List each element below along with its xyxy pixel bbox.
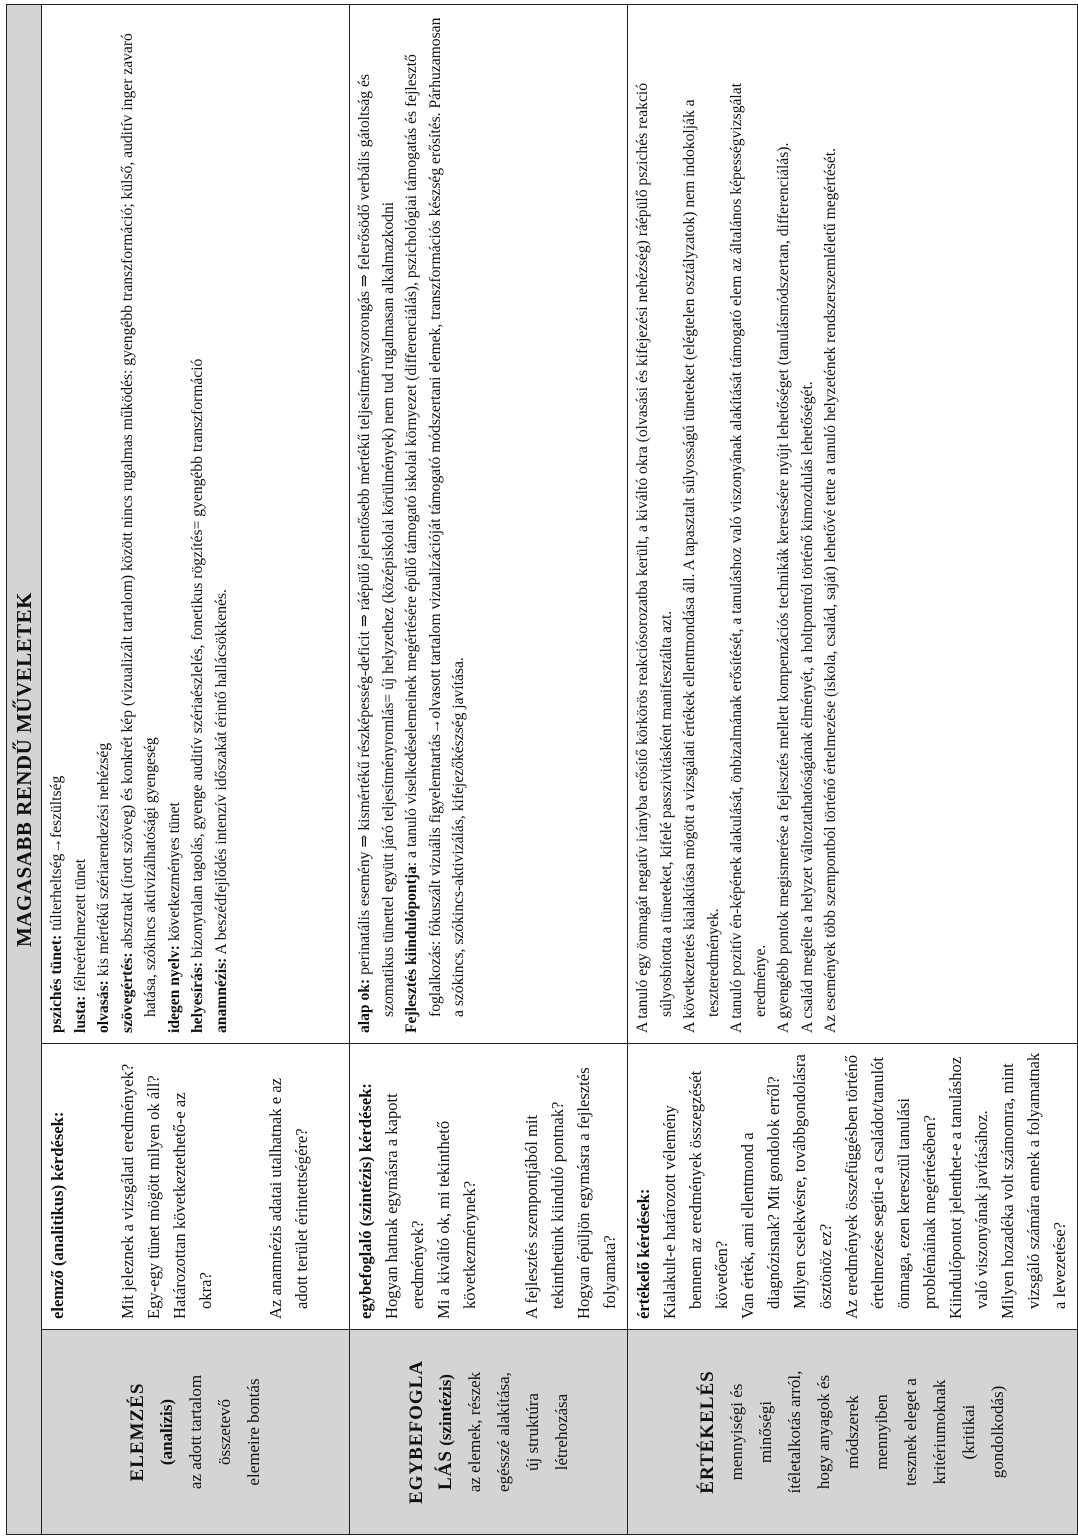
answer-item [400,13,471,1033]
question-item: Milyen hozadéka volt számomra, mint vizsgáló számára ennek a folyamatnak a levezetése? [998,1052,1069,1319]
question-item: Kialakult-e határozott vélemény bennem az eredmények összegzését követően? [660,1070,731,1319]
category-desc-line: az elemek, részek [464,1371,484,1493]
question-item: Kiindulópontot jelenthet-e a tanuláshoz való viszonyának javításához. [946,1056,991,1319]
category-sub: (szintézis) [435,1374,455,1446]
answer-item: A gyengébb pontok megismerése a fejlesztés mellett kompenzációs technikák keresésére nyújt lehetőséget (tanulásmódszertan, differenciálás). [775,142,792,1033]
answer-text: absztrakt (írott szöveg) és konkrét kép (vizualizált tartalom) között nincs rugalmas működés: gyengébb transzformáció; külső, auditív inger zavaró hatása, szókincs aktivizálhatósági gyengeség [118,33,159,1017]
answer-item [163,13,187,1033]
answer-label: szövegértés: [118,952,136,1033]
question-item: Van érték, ami ellentmond a diagnózisnak? Mit gondolok erről? Milyen cselekvésre, továbbgondolásra ösztönöz ez? [738,1054,835,1319]
question-item: Az anamnézis adatai utalhatnak e az adott terület érintettségére? [266,1078,311,1319]
answer-text: bizonytalan tagolás, gyenge auditív szériaészlelés, fonetikus rögzítés= gyengébb transzformáció [189,358,206,962]
answer-text: túlterheltség→feszültség [48,775,65,935]
category-desc-line: új struktúra [522,1393,542,1471]
category-desc-line: létrehozása [551,1393,571,1471]
category-desc-line: összetevő [215,1398,234,1466]
question-item: Az eredmények összefüggésben történő értelmezése segíti-e a családot/tanulót önmaga, ezen keresztül tanulási problémáinak megértésében? [842,1054,939,1319]
answer-label: anamnézis: [212,957,230,1033]
category-desc-line: kritériumoknak [930,1379,949,1485]
answer-item [69,13,93,1033]
answer-label: Fejlesztés kiindulópontja [403,866,420,1033]
answers-cell [628,4,1078,1043]
category-desc-line: minőségi [756,1400,775,1464]
answer-item [92,13,116,1033]
question-item: A fejlesztés szempontjából mit tekinthetünk kiinduló pontnak? [522,1101,567,1319]
answer-text: félreértelmezett tünet [71,858,89,996]
questions-title: egybefoglaló (szintézis) kérdések: [356,1083,375,1319]
table-row [42,4,350,1534]
category-desc-line: tesznek eleget a [901,1378,920,1486]
category-desc-line: egésszé alakítása, [493,1372,513,1492]
answer-item: A tanuló egy önmagát negatív irányba erősítő körkörös reakciósorozatba került, a kiváltó okra (olvasási és kifejezési nehézség) ráépülő pszichés reakció súlyosbította a tüneteket, kifelé passzivitásként manifesztálta azt. [634,82,675,1033]
answer-text: : a tanuló viselkedéselemeinek megértésére épülő támogató iskolai környezet (differenciálás), pszichológiai támogatás és fejlesztő foglalkozás: fókuszált vizuális figyelemtartás→olvasott tartalom vizualizációját támogató módszertani elemek, transzformációs készség erősítés. Párhuzamosan a szókincs, szókincs-aktivizálás, kifejezőkészség javítása. [403,17,467,1017]
category-desc-line: gondolkodás) [988,1385,1007,1479]
answer-item [210,13,234,1033]
category-name-cont: LÁS [434,1450,456,1490]
category-desc-line: az adott tartalom [186,1374,205,1490]
questions-cell [628,1044,1078,1330]
answer-text: következményes tünet [165,802,183,946]
answer-label: pszichés tünet: [48,934,65,1033]
table-header: MAGASABB RENDŰ MŰVELETEK [7,4,42,1534]
operations-table [6,4,1078,1535]
answer-label: lusta: [71,995,89,1033]
answer-text: perinatális esemény ⇒ kismértékű részképesség-deficit ⇒ ráépülő jelentősebb mértékű teljesítményszorongás ⇒ felerősödő verbális gátoltság és szomatikus tünettel együtt járó teljesítményromlás= új helyzethez (középiskolai körülmények) nem tud rugalmasan alkalmazkodni [356,74,397,1017]
answer-text: A beszédfejlődés intenzív időszakát érintő hallácsökkenés. [212,589,230,958]
table-row [350,4,628,1534]
question-item: Mi a kiváltó ok, mi tekinthető következménynek? [434,1120,479,1319]
answer-item [45,13,69,1033]
answers-cell [42,4,350,1043]
category-desc-line: (kritikai [959,1404,978,1460]
answer-label: idegen nyelv: [165,945,183,1033]
question-item: Határozottan következtethető-e az okra? [170,1092,215,1319]
answer-item [186,13,210,1033]
question-item: Mit jeleznek a vizsgálati eredmények? [118,1063,137,1319]
questions-cell [42,1044,350,1330]
answer-item: A tanuló pozitív én-képének alakulását, önbizalmának erősítését, a tanuláshoz való viszonyának alakítását támogató elem az általános képességvizsgálat eredménye. [728,82,769,1033]
answer-item: A család megélte a helyzet változtathatóságának élményét, a holtpontról történő kimozdulás lehetőségét. [798,381,816,1033]
category-desc-line: módszerek [843,1395,862,1469]
question-item: Hogyan hatnak egymásra a kapott eredmények? [382,1093,427,1319]
answer-text: kis mértékű szériarendezési nehézség [95,742,112,981]
answer-item [353,13,400,1033]
answer-item: A következtetés kialakítása mögött a vizsgálati értékek ellentmondása áll. A tapasztalt súlyosságú tüneteket (elégtelen osztályzatok) nem indokolják a teszteredmények. [681,99,722,1033]
category-cell-egybefoglalas [350,1330,628,1535]
category-desc-line: mennyiben [872,1394,891,1470]
answer-label: olvasás: [95,980,112,1033]
category-name: ELEMZÉS [127,1382,148,1482]
questions-title: elemző (analitikus) kérdések: [48,1111,67,1319]
category-name: ÉRTÉKELÉS [697,1370,718,1494]
questions-cell [350,1044,628,1330]
answer-label: helyesírás: [189,961,206,1033]
category-desc-line: mennyiségi és [727,1383,746,1481]
category-name: EGYBEFOGLA [405,1359,427,1505]
questions-title: értékelő kérdések: [634,1188,653,1319]
category-desc-line: hogy anyagok és [814,1374,833,1490]
category-cell-elemzes [42,1330,350,1535]
category-sub: (analízis) [157,1398,176,1466]
answers-cell [350,4,628,1043]
category-cell-ertekeles [628,1330,1078,1535]
category-desc-line: ítéletalkotás arról, [785,1370,804,1494]
question-item: Hogyan épüljön egymásra a fejlesztés folyamata? [574,1067,619,1319]
category-desc-line: elemeire bontás [244,1378,263,1486]
answer-item: Az események több szempontból történő értelmezése (iskola, család, saját) lehetővé tette a tanuló helyzetének rendszerszemléletű megértését. [822,147,839,1033]
table-row [628,4,1078,1534]
question-item: Egy-egy tünet mögött milyen ok áll? [144,1075,163,1319]
answer-item [116,13,163,1033]
answer-label: alap ok: [356,978,373,1033]
